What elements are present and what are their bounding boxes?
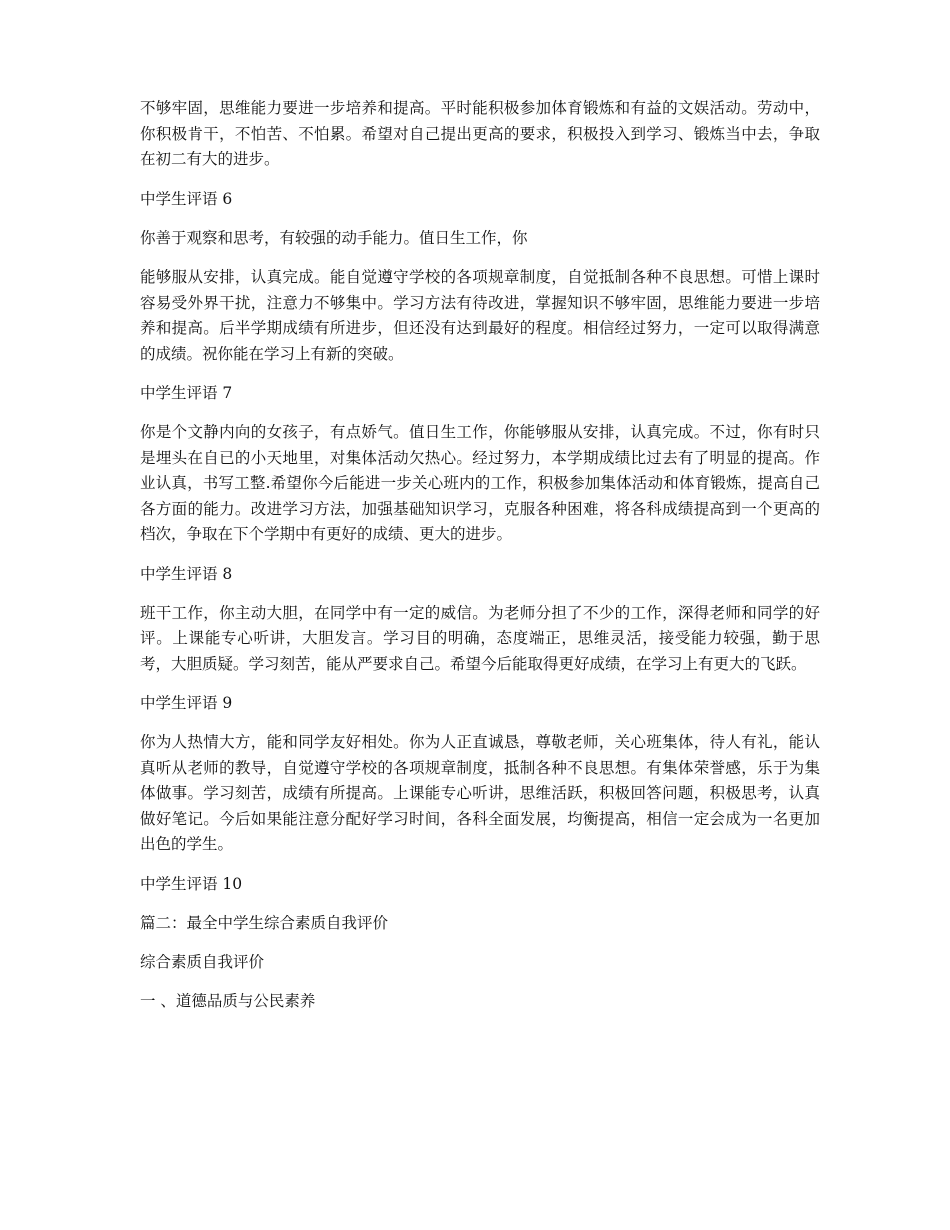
heading-section-one: 一 、道德品质与公民素养 xyxy=(140,991,316,1010)
heading-self-evaluation: 综合素质自我评价 xyxy=(140,952,265,971)
heading-comment-7: 中学生评语 7 xyxy=(140,384,233,402)
heading-comment-8: 中学生评语 8 xyxy=(140,564,233,583)
paragraph-continuation: 不够牢固，思维能力要进一步培养和提高。平时能积极参加体育锻炼和有益的文娱活动。劳动中，你积极肯干，不怕苦、不怕累。希望对自己提出更高的要求，积极投入到学习、锻炼当中去，争取在初二有大的进步。 xyxy=(140,99,820,168)
heading-comment-10: 中学生评语 10 xyxy=(140,874,243,893)
heading-comment-9: 中学生评语 9 xyxy=(140,694,233,712)
paragraph-comment-6-body: 能够服从安排，认真完成。能自觉遵守学校的各项规章制度，自觉抵制各种不良思想。可惜上课时容易受外界干扰，注意力不够集中。学习方法有待改进，掌握知识不够牢固，思维能力要进一步培养和提高。后半学期成绩有所进步，但还没有达到最好的程度。相信经过努力，一定可以取得满意的成绩。祝你能在学习上有新的突破。 xyxy=(140,268,820,363)
paragraph-comment-6-intro: 你善于观察和思考，有较强的动手能力。值日生工作，你 xyxy=(140,228,528,247)
paragraph-comment-9: 你为人热情大方，能和同学友好相处。你为人正直诚恳，尊敬老师，关心班集体，待人有礼，能认真听从老师的教导，自觉遵守学校的各项规章制度，抵制各种不良思想。有集体荣誉感，乐于为集体做事。学习刻苦，成绩有所提高。上课能专心听讲，思维活跃，积极回答问题，积极思考，认真做好笔记。今后如果能注意分配好学习时间，各科全面发展，均衡提高，相信一定会成为一名更加出色的学生。 xyxy=(140,733,820,853)
heading-comment-6: 中学生评语 6 xyxy=(140,189,233,208)
paragraph-comment-8: 班干工作，你主动大胆，在同学中有一定的威信。为老师分担了不少的工作，深得老师和同学的好评。上课能专心听讲，大胆发言。学习目的明确，态度端正，思维灵活，接受能力较强，勤于思考，大胆质疑。学习刻苦，能从严要求自己。希望今后能取得更好成绩，在学习上有更大的飞跃。 xyxy=(140,603,820,673)
document-page xyxy=(140,96,820,1028)
heading-part-two: 篇二：最全中学生综合素质自我评价 xyxy=(140,913,389,932)
paragraph-comment-7: 你是个文静内向的女孩子，有点娇气。值日生工作，你能够服从安排，认真完成。不过，你有时只是埋头在自已的小天地里，对集体活动欠热心。经过努力，本学期成绩比过去有了明显的提高。作业认真，书写工整.希望你今后能进一步关心班内的工作，积极参加集体活动和体育锻炼，提高自己各方面的能力。改进学习方法，加强基础知识学习，克服各种困难，将各科成绩提高到一个更高的档次，争取在下个学期中有更好的成绩、更大的进步。 xyxy=(140,423,820,543)
